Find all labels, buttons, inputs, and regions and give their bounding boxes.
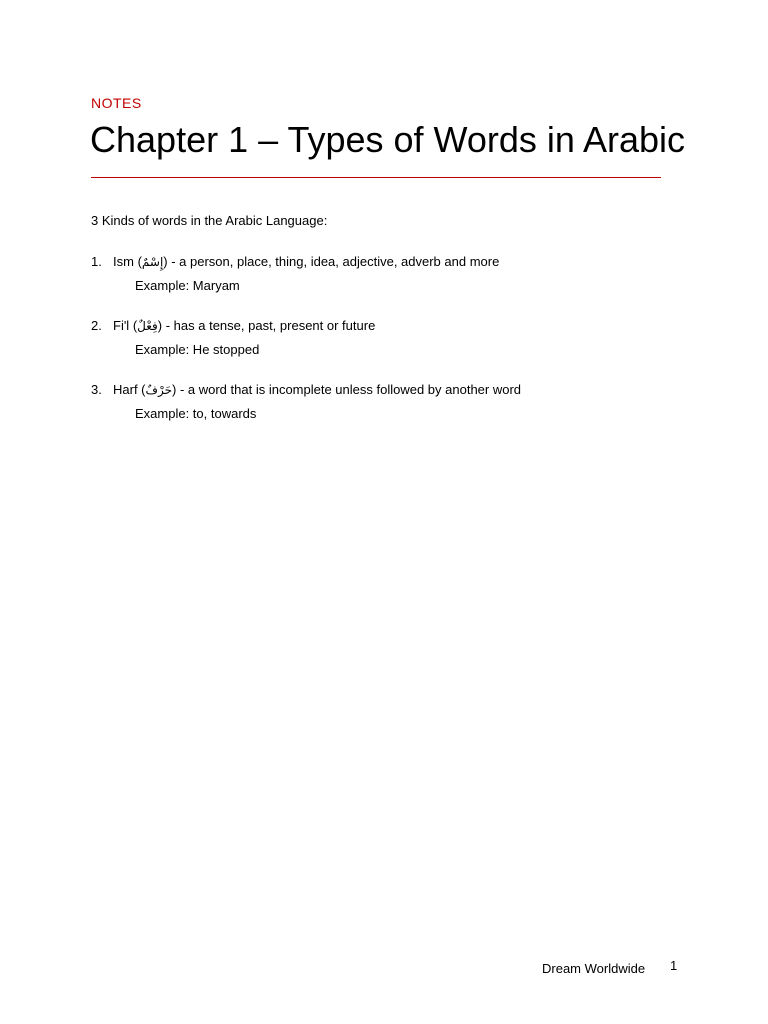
term-line: Fi'l (فِعْلٌ) - has a tense, past, present or future — [113, 318, 376, 333]
term-line: Harf (حَرْفٌ) - a word that is incomplete unless followed by another word — [113, 382, 522, 397]
term-example: Example: to, towards — [135, 406, 257, 421]
list-number: 3. — [91, 382, 102, 397]
term-example: Example: Maryam — [135, 278, 240, 293]
term-example: Example: He stopped — [135, 342, 260, 357]
chapter-title: Chapter 1 – Types of Words in Arabic — [90, 119, 685, 160]
list-number: 1. — [91, 254, 102, 269]
arabic-term: حَرْفٌ — [145, 383, 172, 397]
title-underline-divider — [91, 177, 661, 178]
term-description: - a word that is incomplete unless followed by another word — [179, 382, 522, 397]
arabic-term: إِسْمٌ — [141, 255, 164, 269]
term-name: Fi'l — [113, 318, 130, 333]
term-description: - has a tense, past, present or future — [165, 318, 376, 333]
list-number: 2. — [91, 318, 102, 333]
arabic-term: فِعْلٌ — [137, 319, 158, 333]
intro-text: 3 Kinds of words in the Arabic Language: — [91, 213, 328, 228]
term-description: - a person, place, thing, idea, adjective, adverb and more — [171, 254, 500, 269]
term-name: Ism — [113, 254, 134, 269]
term-name: Harf — [113, 382, 138, 397]
page-number: 1 — [670, 958, 678, 973]
term-line: Ism (إِسْمٌ) - a person, place, thing, idea, adjective, adverb and more — [113, 254, 500, 269]
notes-label: NOTES — [91, 95, 142, 111]
footer-text: Dream Worldwide — [542, 961, 646, 976]
